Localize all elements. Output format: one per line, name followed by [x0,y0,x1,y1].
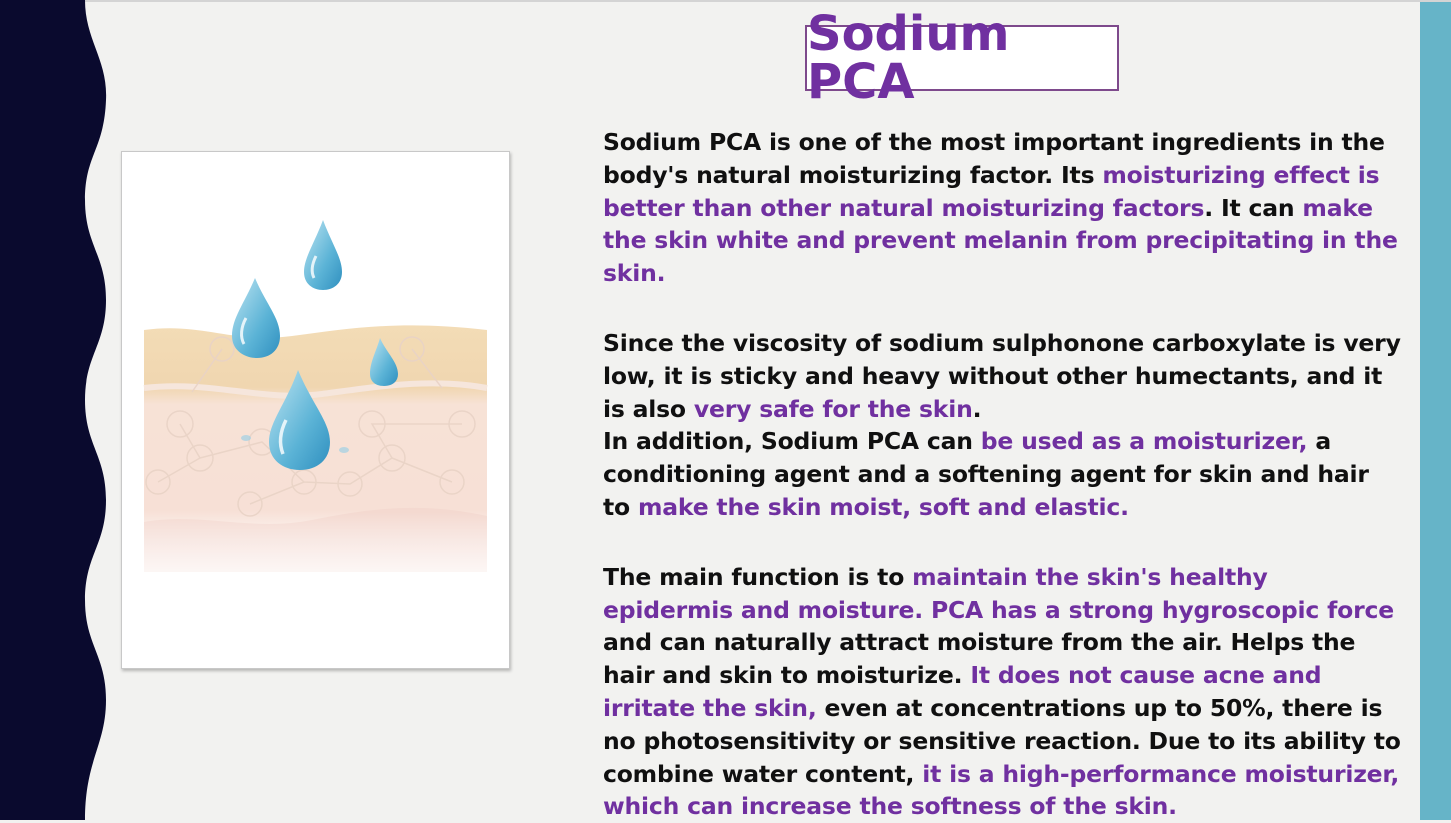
skin-illustration-frame [121,151,510,669]
text-segment: In addition, Sodium PCA can [603,427,981,456]
text-segment: a conditioning agent and a softening agent for skin and hair to [603,427,1369,521]
highlighted-text: be used as a moisturizer, [980,427,1308,456]
paragraph-3 [603,425,1403,523]
highlighted-text: make the skin moist, soft and elastic. [637,492,1129,521]
slide-title: Sodium PCA [805,25,1119,91]
text-segment: . It can [1204,193,1303,222]
text-segment: Sodium PCA is one of the most important ingredients in the body's natural moisturizing factor. Its [603,128,1385,189]
highlighted-text: make the skin white and prevent melanin from precipitating in the skin. [603,193,1398,288]
top-divider [0,0,1451,2]
skin-layers-water-drops-icon [122,152,509,668]
right-accent-band [1420,2,1451,820]
text-segment: Since the viscosity of sodium sulphonone carboxylate is very low, it is sticky and heavy without other humectants, and it is also [603,328,1401,423]
paragraph-4 [603,561,1403,823]
text-segment: The main function is to [603,562,913,591]
text-segment: even at concentrations up to 50%, there is no photosensitivity or sensitive reaction. Due to its ability to combine water content, [603,693,1401,788]
highlighted-text: It does not cause acne and irritate the skin, [603,661,1322,722]
highlighted-text: very safe for the skin [693,394,973,423]
paragraph-2 [603,327,1403,425]
left-wave-band [0,0,110,820]
paragraph-1 [603,126,1403,290]
highlighted-text: maintain the skin's healthy epidermis and moisture. PCA has a strong hygroscopic force [603,562,1394,624]
highlighted-text: moisturizing effect is better than other natural moisturizing factors [603,160,1380,222]
highlighted-text: it is a high-performance moisturizer, which can increase the softness of the skin. [603,759,1400,821]
text-segment: . [972,394,982,423]
body-text [603,126,1403,823]
text-segment: and can naturally attract moisture from the air. Helps the hair and skin to moisturize. [603,628,1356,690]
